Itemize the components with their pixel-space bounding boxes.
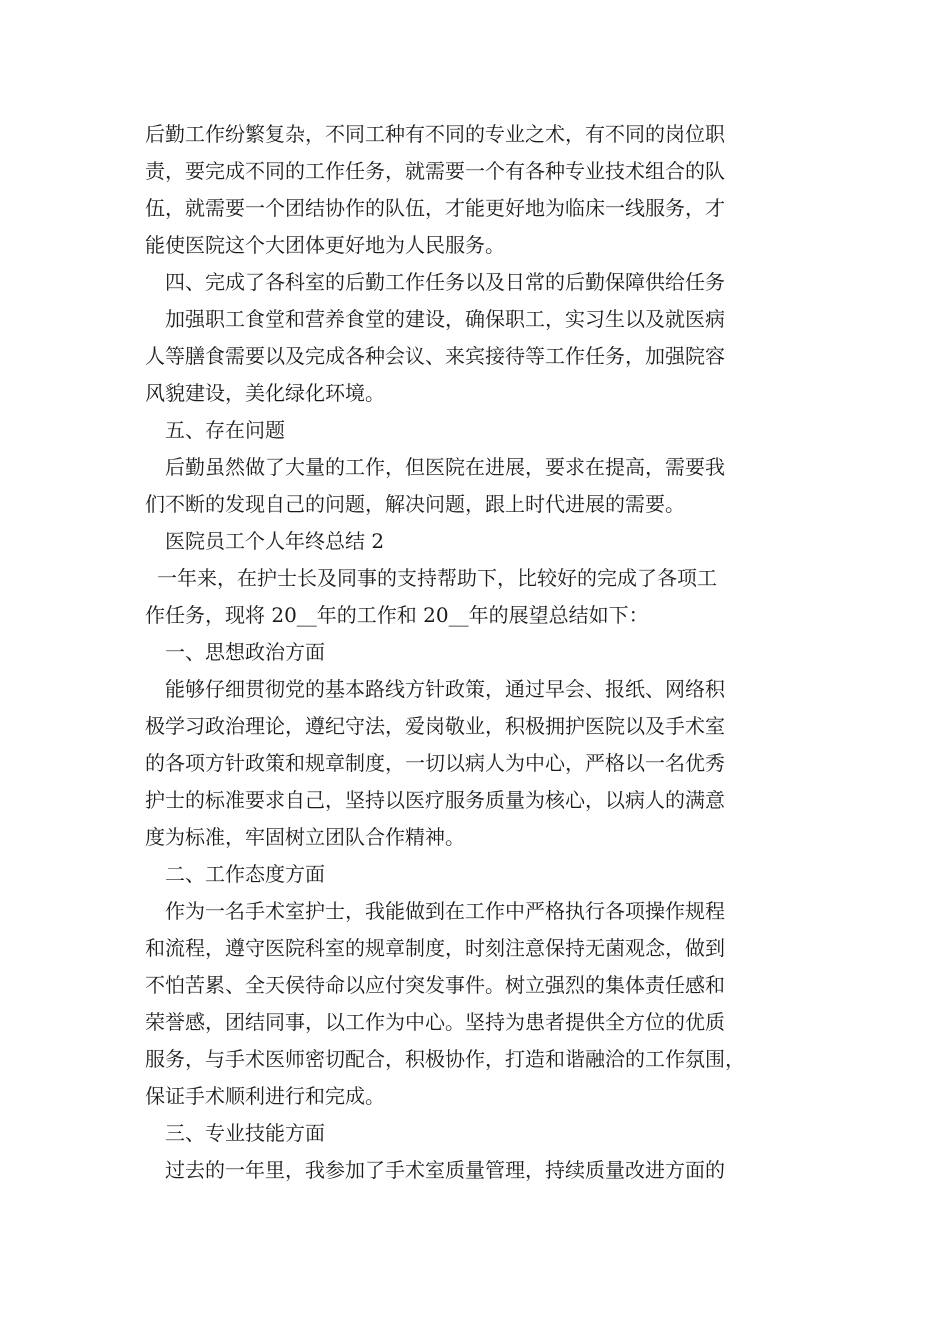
- text-line: 保证手术顺利进行和完成。: [145, 1084, 385, 1108]
- text-line: 后勤工作纷繁复杂，不同工种有不同的专业之术，有不同的岗位职: [145, 122, 725, 146]
- text-line: 荣誉感，团结同事，以工作为中心。坚持为患者提供全方位的优质: [145, 1010, 725, 1034]
- text-line: 责，要完成不同的工作任务，就需要一个有各种专业技术组合的队: [145, 159, 725, 183]
- text-line: 极学习政治理论，遵纪守法，爱岗敬业，积极拥护医院以及手术室: [145, 714, 725, 738]
- section-heading: 四、完成了各科室的后勤工作任务以及日常的后勤保障供给任务: [165, 270, 725, 294]
- text-line: 风貌建设，美化绿化环境。: [145, 381, 385, 405]
- text-line: 伍，就需要一个团结协作的队伍，才能更好地为临床一线服务，才: [145, 196, 725, 220]
- section-heading: 三、专业技能方面: [165, 1121, 325, 1145]
- document-title: 医院员工个人年终总结 2: [165, 529, 385, 553]
- text-line: 一年来，在护士长及同事的支持帮助下，比较好的完成了各项工: [157, 566, 717, 590]
- text-line: 能够仔细贯彻党的基本路线方针政策，通过早会、报纸、网络积: [165, 677, 725, 701]
- text-line: 作任务，现将 20__年的工作和 20__年的展望总结如下：: [145, 603, 649, 627]
- text-line: 的各项方针政策和规章制度，一切以病人为中心，严格以一名优秀: [145, 751, 725, 775]
- document-body: [145, 116, 821, 1189]
- text-line: 和流程，遵守医院科室的规章制度，时刻注意保持无菌观念，做到: [145, 936, 725, 960]
- text-line: 不怕苦累、全天侯待命以应付突发事件。树立强烈的集体责任感和: [145, 973, 725, 997]
- text-line: 能使医院这个大团体更好地为人民服务。: [145, 233, 505, 257]
- text-line: 加强职工食堂和营养食堂的建设，确保职工，实习生以及就医病: [165, 307, 725, 331]
- section-heading: 二、工作态度方面: [165, 862, 325, 886]
- text-line: 后勤虽然做了大量的工作，但医院在进展，要求在提高，需要我: [165, 455, 725, 479]
- text-line: 过去的一年里，我参加了手术室质量管理，持续质量改进方面的: [165, 1158, 725, 1182]
- text-line: 度为标准，牢固树立团队合作精神。: [145, 825, 465, 849]
- section-heading: 五、存在问题: [165, 418, 285, 442]
- text-line: 护士的标准要求自己，坚持以医疗服务质量为核心，以病人的满意: [145, 788, 725, 812]
- text-line: 们不断的发现自己的问题，解决问题，跟上时代进展的需要。: [145, 492, 685, 516]
- text-line: 服务，与手术医师密切配合，积极协作，打造和谐融洽的工作氛围，: [145, 1047, 745, 1071]
- text-line: 作为一名手术室护士，我能做到在工作中严格执行各项操作规程: [165, 899, 725, 923]
- section-heading: 一、思想政治方面: [165, 640, 325, 664]
- text-line: 人等膳食需要以及完成各种会议、来宾接待等工作任务，加强院容: [145, 344, 725, 368]
